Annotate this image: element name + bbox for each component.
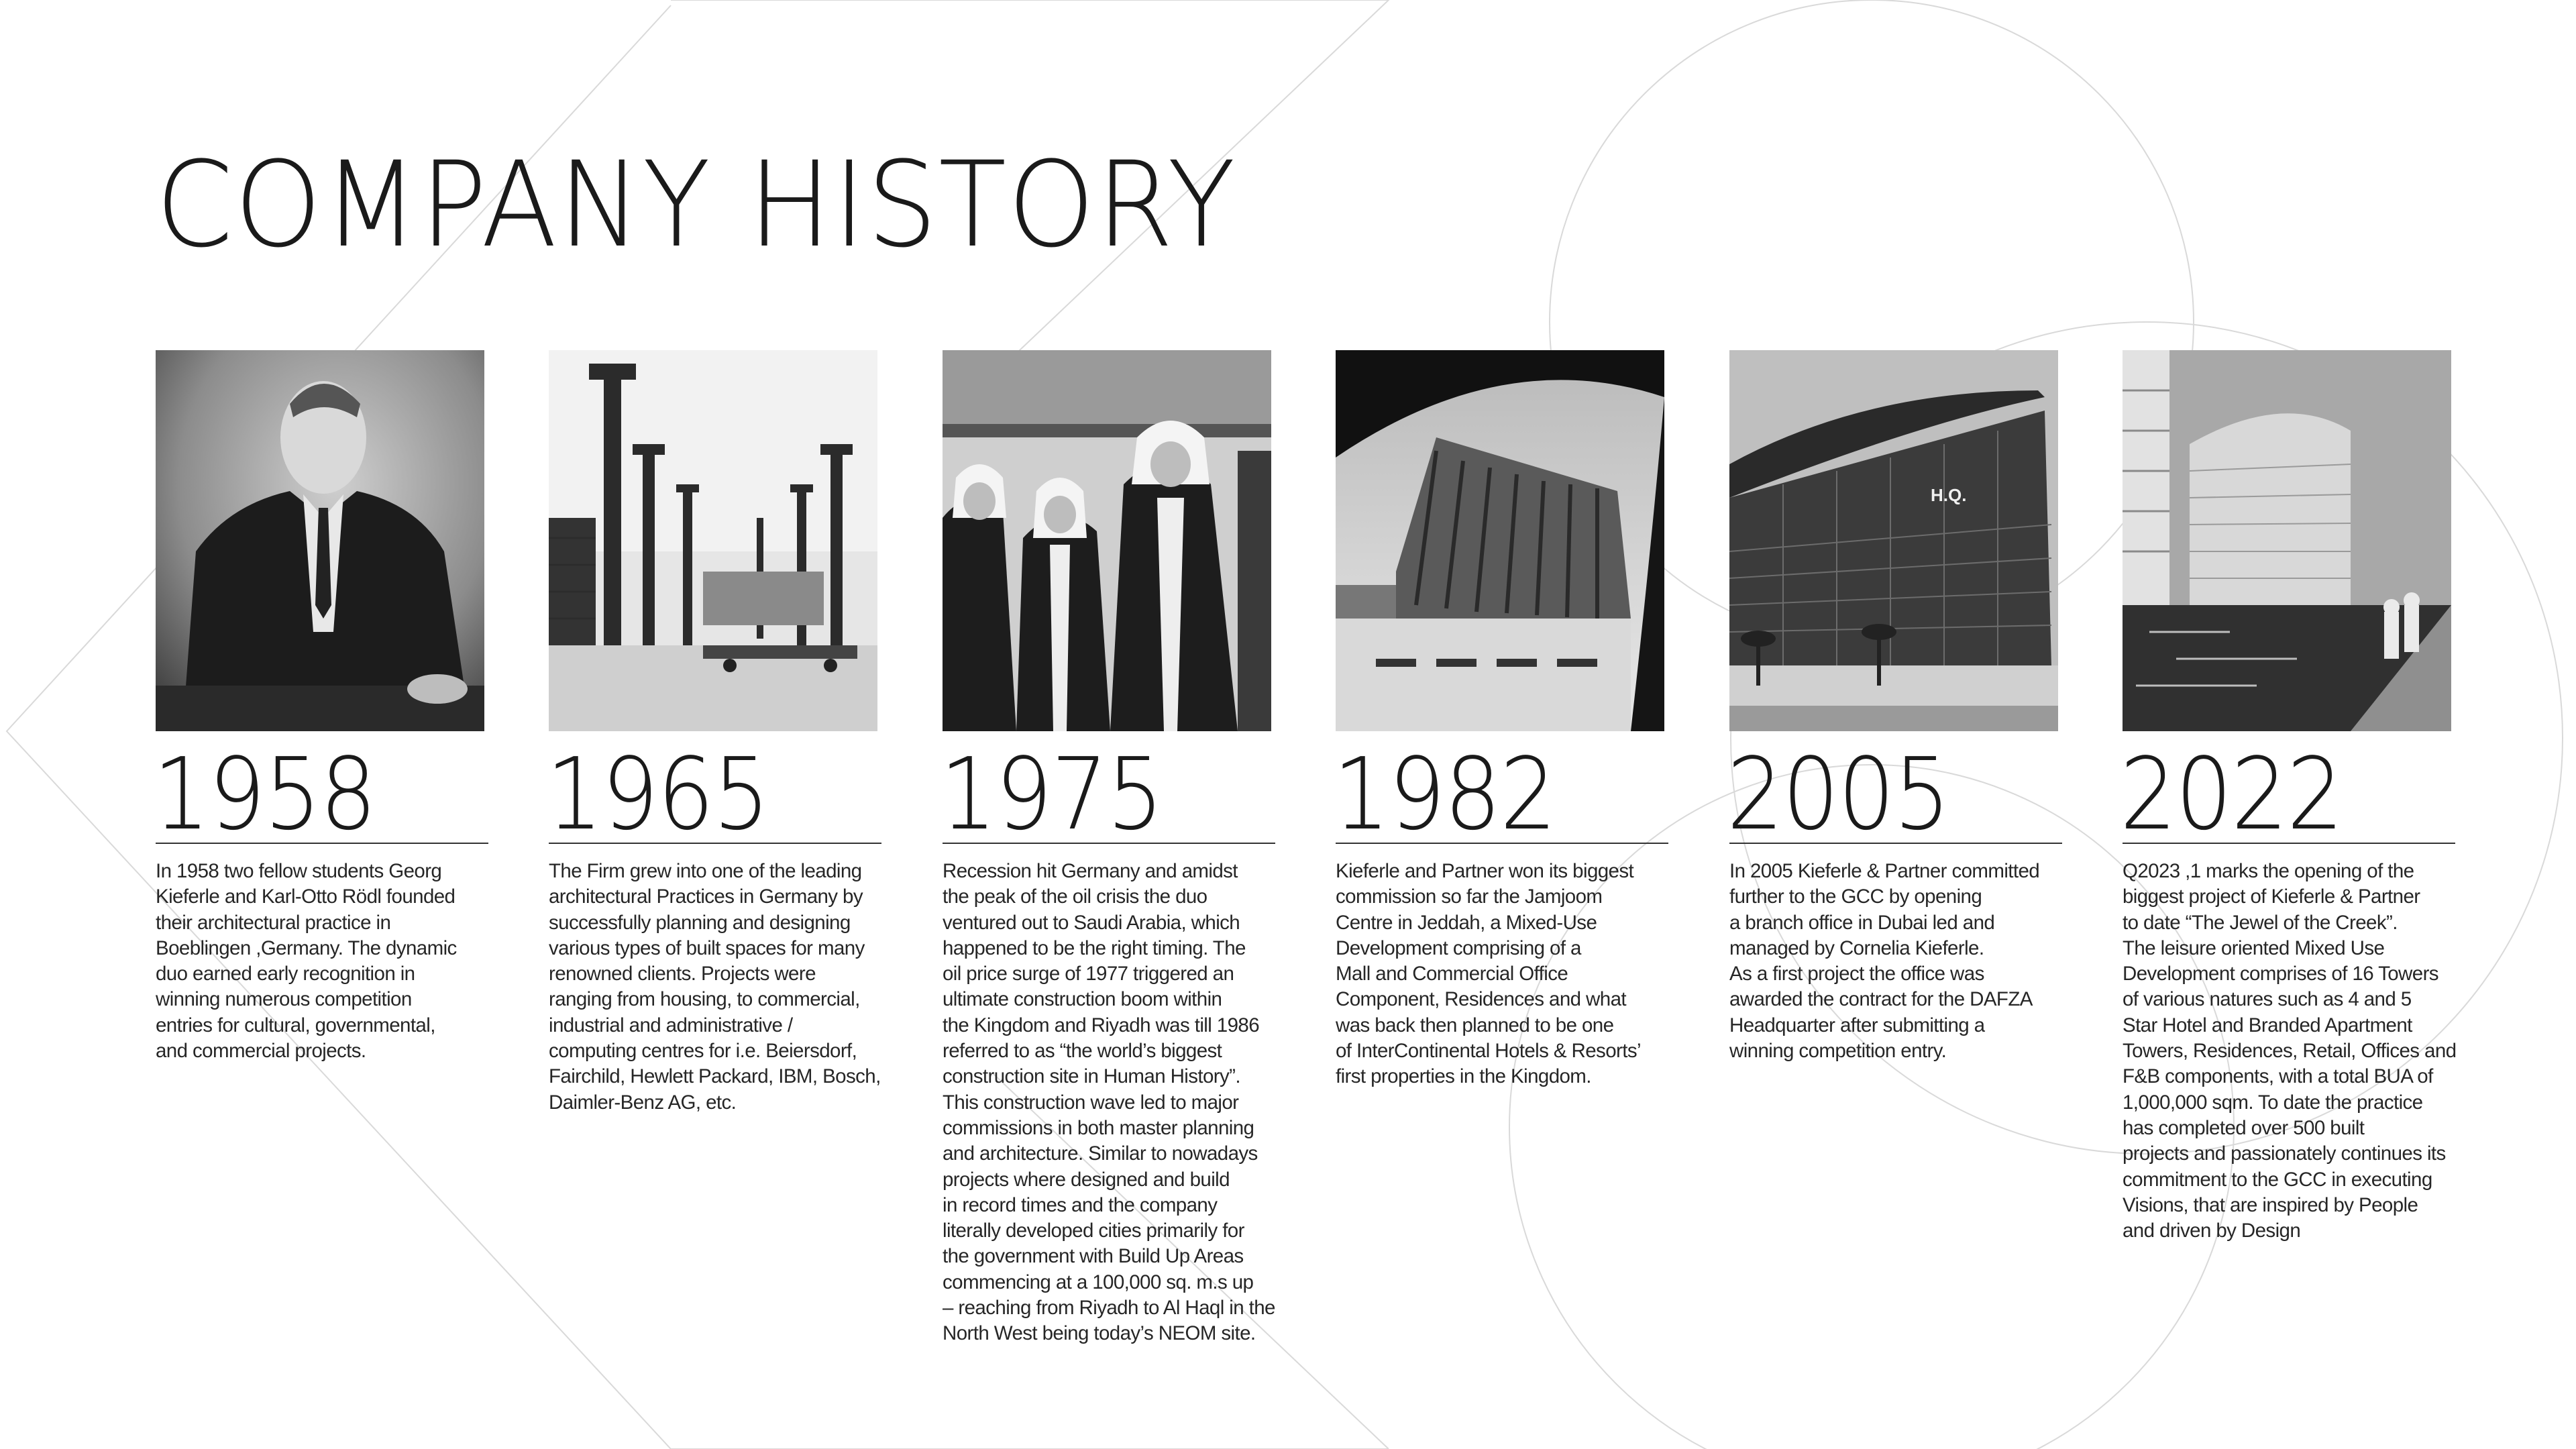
year-divider xyxy=(1333,737,1668,852)
year-divider xyxy=(940,737,1275,852)
timeline-entry-2022 xyxy=(2120,350,2498,1244)
timeline-description: In 2005 Kieferle & Partner committed further to the GCC by opening a branch office in Dubai led and managed by Cornelia Kieferle. As a first project the office was awarded the contract for the DAFZA Headquarter after submitting a winning competition entry. xyxy=(1729,860,2040,1063)
timeline-entry-1958 xyxy=(153,350,531,1064)
timeline-entry-1965 xyxy=(546,350,924,1116)
timeline-entry-2005 xyxy=(1729,350,2105,1064)
timeline-description: Q2023 ,1 marks the opening of the biggest project of Kieferle & Partner to date “The Jewel of the Creek”. The leisure oriented Mixed Use Development comprises of 16 Towers of various natures such as 4 and 5 Star Hotel and Branded Apartment Towers, Residences, Retail, Offices and F&B components, with a total BUA of 1,000,000 sqm. To date the practice has completed over 500 built projects and passionately continues its commitment to the GCC in executing Visions, that are inspired by People and driven by Design xyxy=(2123,860,2457,1242)
year-divider xyxy=(1727,737,2062,852)
year-label: 1958 xyxy=(153,737,376,852)
year-label: 1965 xyxy=(546,737,769,852)
year-label: 2022 xyxy=(2120,737,2343,852)
timeline-description: The Firm grew into one of the leading architectural Practices in Germany by successfully planning and designing various types of built spaces for many renowned clients. Projects were ranging from housing, to commercial, industrial and administrative / computing centres for i.e. Beiersdorf, Fairchild, Hewlett Packard, IBM, Bosch, Daimler-Benz AG, etc. xyxy=(549,860,881,1114)
year-label: 2005 xyxy=(1727,737,1949,852)
year-divider xyxy=(2120,737,2455,852)
construction-site-photo xyxy=(549,350,877,731)
svg-text:H.Q.: H.Q. xyxy=(1931,485,1967,505)
timeline-description: Kieferle and Partner won its biggest commission so far the Jamjoom Centre in Jeddah, a Mixed-Use Development comprising of a Mall and Commercial Office Component, Residences and what was back then planned to be one of InterContinental Hotels & Resorts’ first properties in the Kingdom. xyxy=(1336,860,1641,1088)
jewel-of-the-creek-photo xyxy=(2123,350,2451,731)
timeline-description: Recession hit Germany and amidst the peak of the oil crisis the duo ventured out to Saudi Arabia, which happened to be the right timing. The oil price surge of 1977 triggered an ultimate construction boom within the Kingdom and Riyadh was till 1986 referred to as “the world’s biggest construction site in Human History”. This construction wave led to major commissions in both master planning and architecture. Similar to nowadays projects where designed and build in record times and the company literally developed cities primarily for the government with Build Up Areas commencing at a 100,000 sq. m.s up – reaching from Riyadh to Al Haql in the North West being today’s NEOM site. xyxy=(943,860,1275,1345)
dafza-headquarter-photo xyxy=(1729,350,2058,731)
year-label: 1982 xyxy=(1333,737,1556,852)
timeline-entry-1975 xyxy=(940,350,1318,1347)
page-title: COMPANY HISTORY xyxy=(156,136,1237,274)
year-divider xyxy=(153,737,488,852)
portrait-of-founder-photo xyxy=(156,350,484,731)
timeline-entry-1982 xyxy=(1333,350,1711,1090)
year-divider xyxy=(546,737,881,852)
jamjoom-centre-building-photo xyxy=(1336,350,1664,731)
timeline-description: In 1958 two fellow students Georg Kieferle and Karl-Otto Rödl founded their architectural practice in Boeblingen ,Germany. The dynamic duo earned early recognition in winning numerous competition entries for cultural, governmental, and commercial projects. xyxy=(156,860,457,1063)
year-label: 1975 xyxy=(940,737,1163,852)
saudi-delegation-photo xyxy=(943,350,1271,731)
